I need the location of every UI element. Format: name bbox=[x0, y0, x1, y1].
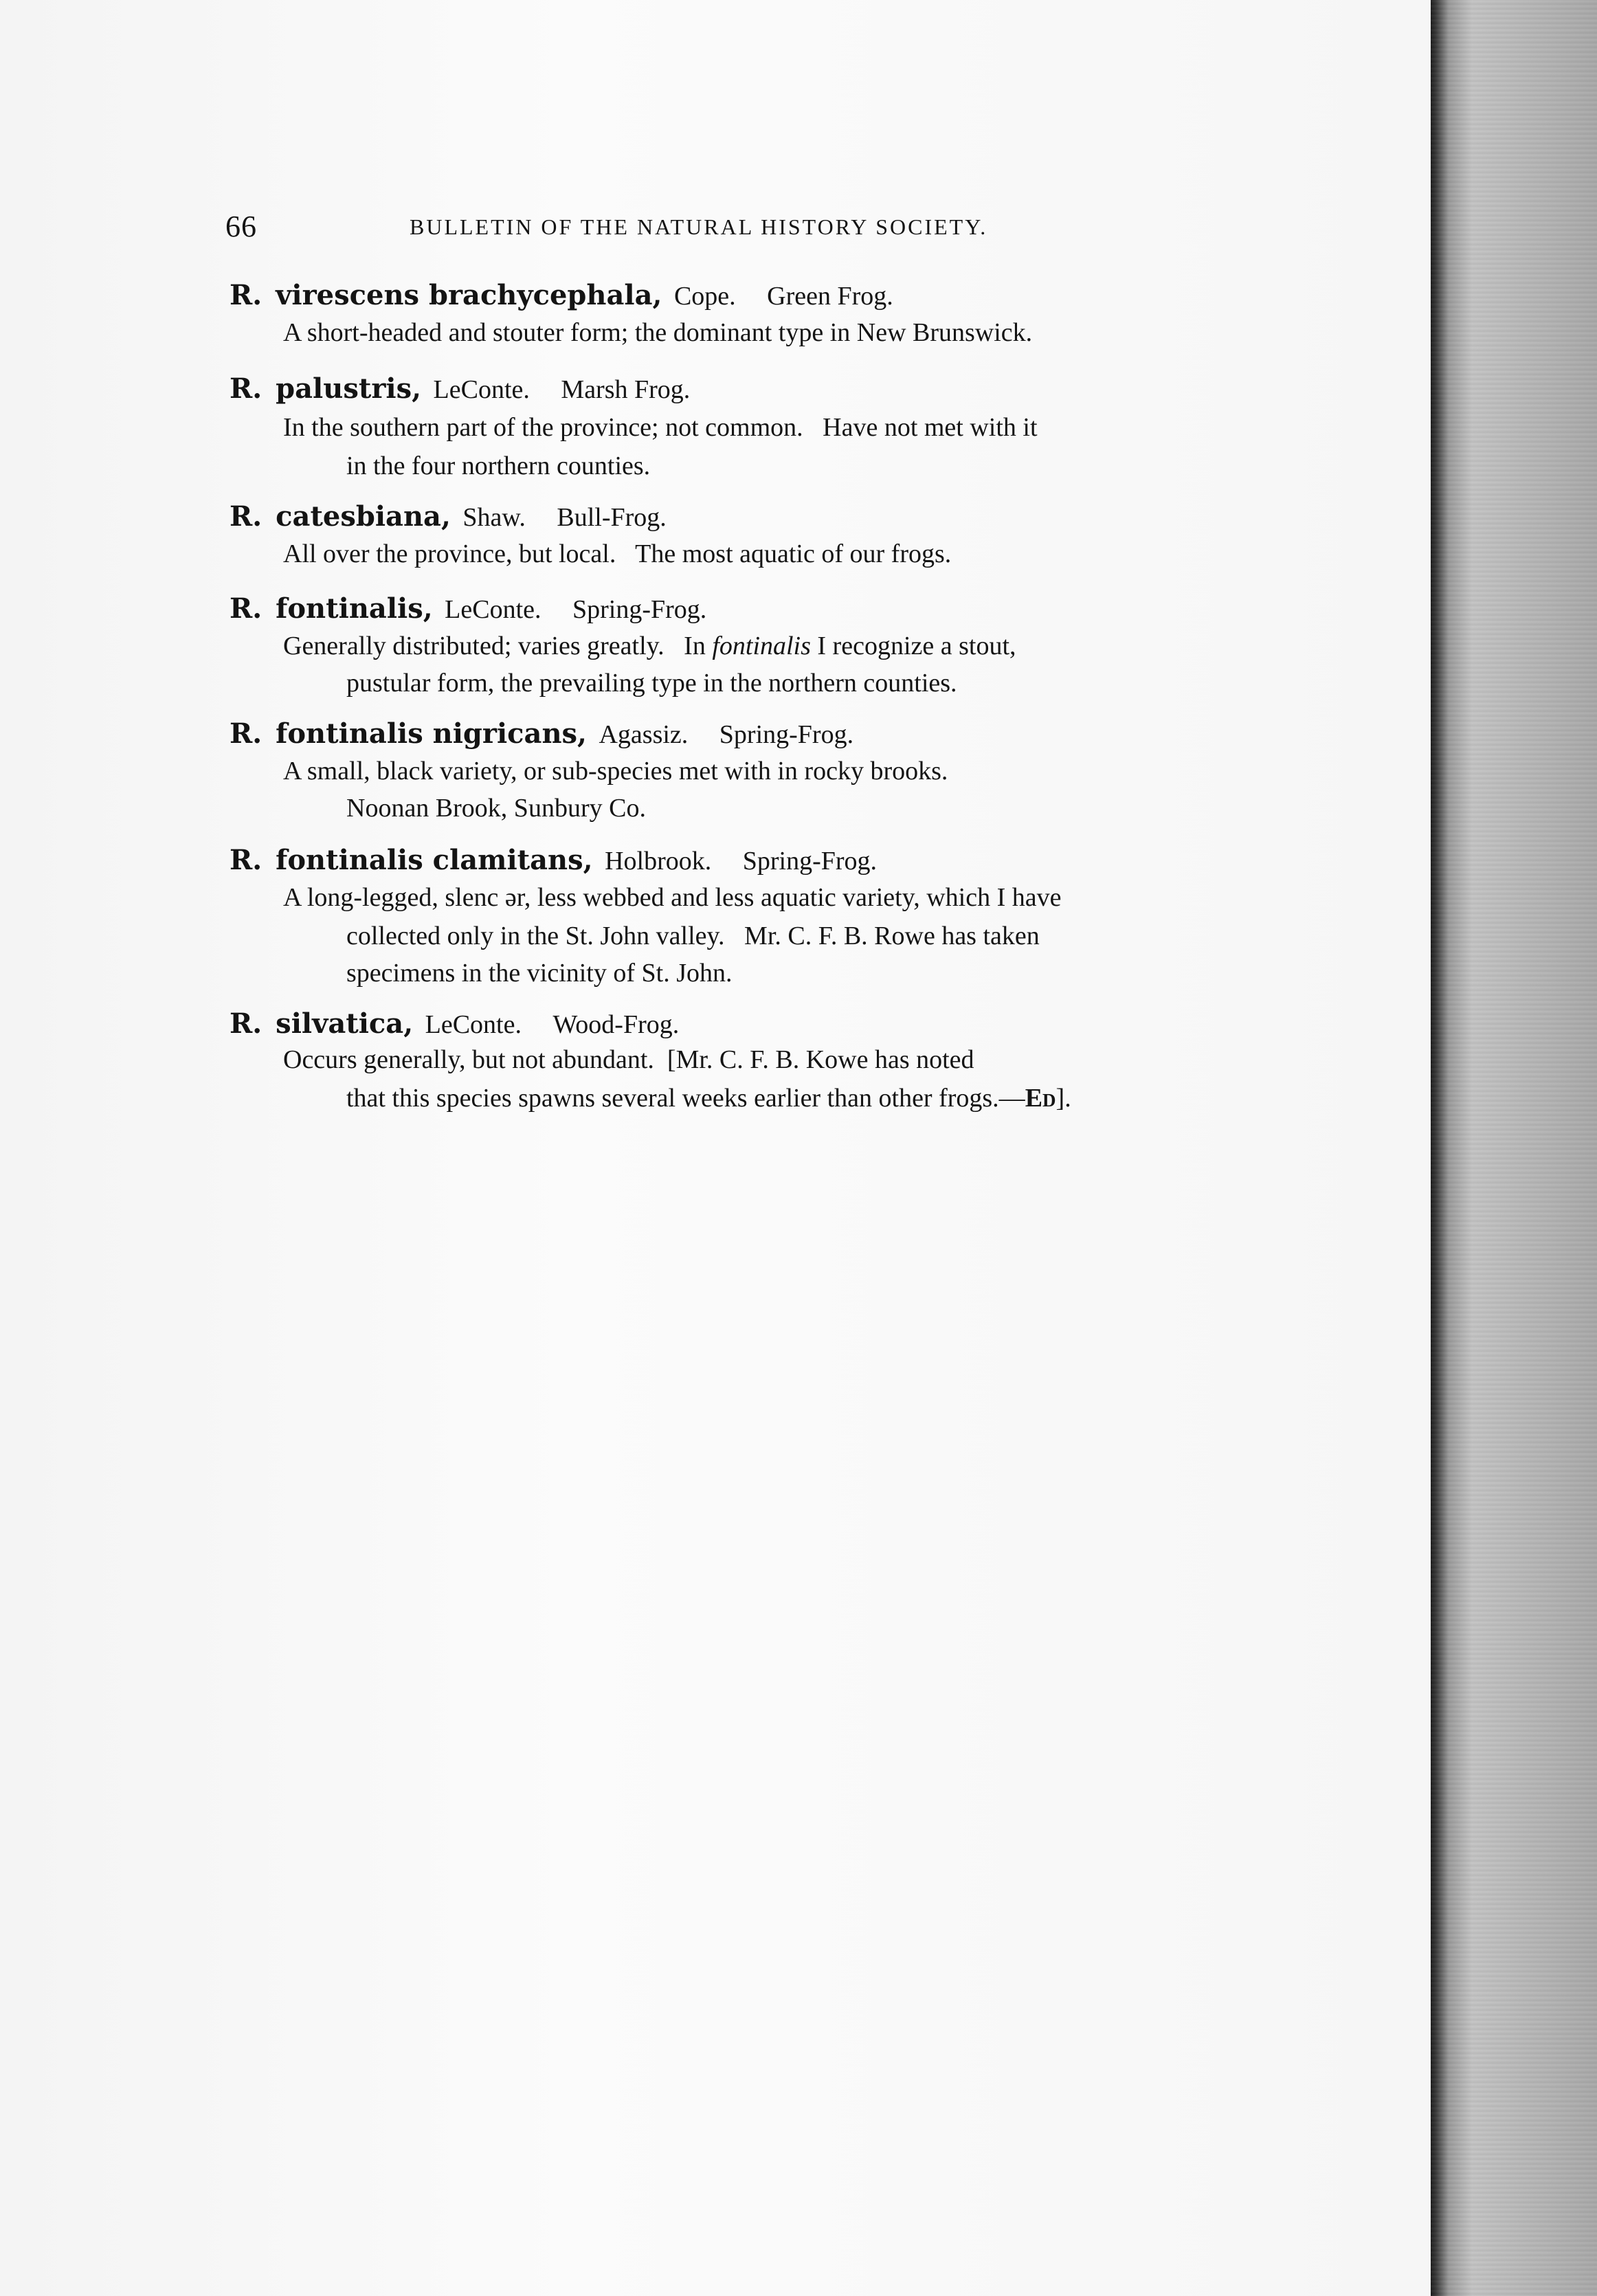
description-line bbox=[346, 1082, 1071, 1115]
species-name: catesbiana, bbox=[276, 500, 451, 533]
common-name: Spring-Frog. bbox=[742, 847, 878, 876]
running-title: BULLETIN OF THE NATURAL HISTORY SOCIETY. bbox=[410, 214, 988, 239]
entry-heading bbox=[230, 1007, 679, 1041]
description-text: Generally distributed; varies greatly. In bbox=[283, 632, 713, 660]
species-author: LeConte. bbox=[433, 375, 530, 404]
italic-species-term: fontinalis bbox=[712, 632, 811, 660]
species-author: Cope. bbox=[673, 282, 736, 311]
species-name: fontinalis clamitans, bbox=[276, 844, 593, 876]
entry-heading bbox=[230, 592, 706, 626]
species-name: fontinalis, bbox=[276, 592, 433, 625]
description-line: specimens in the vicinity of St. John. bbox=[346, 959, 733, 988]
page-number: 66 bbox=[225, 210, 257, 243]
species-author: Shaw. bbox=[462, 503, 526, 532]
common-name: Spring-Frog. bbox=[719, 720, 854, 749]
description-line: in the four northern counties. bbox=[346, 452, 651, 480]
page-header bbox=[225, 209, 1098, 250]
description-text: I recognize a stout, bbox=[810, 632, 1016, 660]
description-line bbox=[283, 629, 1016, 662]
species-name: palustris, bbox=[276, 372, 422, 405]
genus-abbrev: R. bbox=[230, 279, 263, 311]
species-name: silvatica, bbox=[276, 1007, 414, 1040]
species-author: Holbrook. bbox=[605, 847, 712, 876]
species-author: Agassiz. bbox=[599, 720, 689, 749]
entry-heading bbox=[230, 372, 690, 406]
common-name: Bull-Frog. bbox=[557, 503, 667, 532]
description-line: A long-legged, slenc ər, less webbed and less aquatic variety, which I have bbox=[283, 883, 1062, 912]
genus-abbrev: R. bbox=[230, 592, 263, 625]
entry-heading bbox=[230, 500, 667, 534]
common-name: Green Frog. bbox=[767, 282, 893, 311]
common-name: Spring-Frog. bbox=[572, 595, 707, 624]
genus-abbrev: R. bbox=[230, 717, 263, 750]
entry-heading bbox=[230, 844, 877, 878]
genus-abbrev: R. bbox=[230, 1007, 263, 1040]
description-line: A short-headed and stouter form; the dominant type in New Brunswick. bbox=[283, 318, 1033, 347]
species-author: LeConte. bbox=[425, 1010, 522, 1039]
entry-heading bbox=[230, 279, 893, 313]
description-line: pustular form, the prevailing type in the northern counties. bbox=[346, 669, 957, 698]
genus-abbrev: R. bbox=[230, 844, 263, 876]
description-text: that this species spawns several weeks earlier than other frogs.— bbox=[346, 1084, 1025, 1113]
description-line: Occurs generally, but not abundant. [Mr. C. F. B. Kowe has noted bbox=[283, 1045, 974, 1074]
common-name: Wood-Frog. bbox=[552, 1010, 680, 1039]
description-text: ]. bbox=[1056, 1084, 1071, 1113]
entry-heading bbox=[230, 717, 853, 751]
description-line: In the southern part of the province; not common. Have not met with it bbox=[283, 413, 1038, 442]
page-edge-shadow bbox=[1431, 0, 1597, 2296]
common-name: Marsh Frog. bbox=[561, 375, 691, 404]
editor-mark: Ed bbox=[1025, 1084, 1056, 1113]
genus-abbrev: R. bbox=[230, 372, 263, 405]
species-name: virescens brachycephala, bbox=[276, 279, 662, 311]
description-line: A small, black variety, or sub-species met with in rocky brooks. bbox=[283, 757, 948, 785]
genus-abbrev: R. bbox=[230, 500, 263, 533]
description-line: collected only in the St. John valley. Mr. C. F. B. Rowe has taken bbox=[346, 922, 1040, 950]
species-name: fontinalis nigricans, bbox=[276, 717, 587, 750]
description-line: Noonan Brook, Sunbury Co. bbox=[346, 794, 646, 823]
species-author: LeConte. bbox=[445, 595, 541, 624]
description-line: All over the province, but local. The most aquatic of our frogs. bbox=[283, 539, 952, 568]
